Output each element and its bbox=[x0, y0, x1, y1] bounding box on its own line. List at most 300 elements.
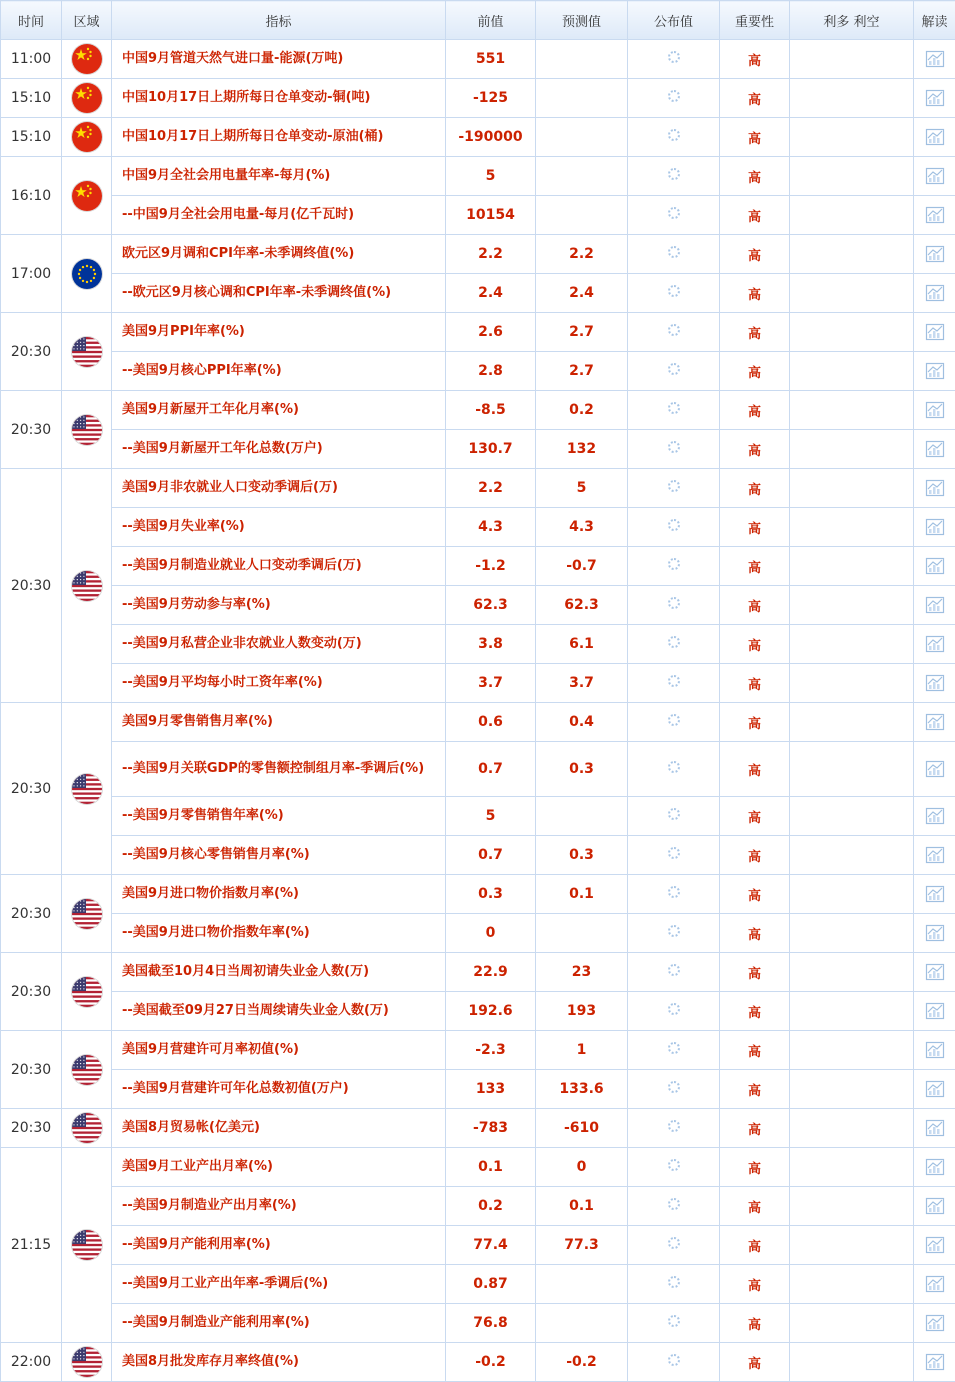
effect-cell bbox=[790, 1226, 914, 1265]
read-cell[interactable] bbox=[914, 196, 955, 235]
indicator-name[interactable]: --美国9月营建许可年化总数初值(万户) bbox=[112, 1070, 446, 1109]
forecast-value: -610 bbox=[536, 1109, 628, 1148]
event-time: 20:30 bbox=[1, 953, 62, 1031]
chart-analysis-icon[interactable] bbox=[925, 1082, 945, 1097]
importance-level: 高 bbox=[720, 508, 790, 547]
chart-analysis-icon[interactable] bbox=[925, 637, 945, 652]
read-cell[interactable] bbox=[914, 836, 955, 875]
table-row bbox=[1, 196, 955, 235]
chart-analysis-icon[interactable] bbox=[925, 1121, 945, 1136]
previous-value: -125 bbox=[446, 79, 536, 118]
forecast-value: 193 bbox=[536, 992, 628, 1031]
forecast-value: 133.6 bbox=[536, 1070, 628, 1109]
effect-cell bbox=[790, 1265, 914, 1304]
forecast-value: 4.3 bbox=[536, 508, 628, 547]
loading-spinner-icon bbox=[668, 761, 680, 773]
chart-analysis-icon[interactable] bbox=[925, 1355, 945, 1370]
table-row bbox=[1, 953, 955, 992]
table-row bbox=[1, 1343, 955, 1382]
header-importance: 重要性 bbox=[720, 1, 790, 40]
indicator-name[interactable]: 美国9月进口物价指数月率(%) bbox=[112, 875, 446, 914]
loading-spinner-icon bbox=[668, 1003, 680, 1015]
actual-value bbox=[628, 391, 720, 430]
effect-cell bbox=[790, 274, 914, 313]
actual-value bbox=[628, 313, 720, 352]
indicator-name[interactable]: --美国9月产能利用率(%) bbox=[112, 1226, 446, 1265]
effect-cell bbox=[790, 1031, 914, 1070]
event-time: 20:30 bbox=[1, 391, 62, 469]
chart-analysis-icon[interactable] bbox=[925, 965, 945, 980]
table-header bbox=[1, 1, 955, 40]
table-row bbox=[1, 157, 955, 196]
table-row bbox=[1, 274, 955, 313]
forecast-value: 6.1 bbox=[536, 625, 628, 664]
header-read: 解读 bbox=[914, 1, 955, 40]
loading-spinner-icon bbox=[668, 324, 680, 336]
table-row bbox=[1, 625, 955, 664]
effect-cell bbox=[790, 391, 914, 430]
effect-cell bbox=[790, 1187, 914, 1226]
actual-value bbox=[628, 508, 720, 547]
forecast-value: 0.1 bbox=[536, 1187, 628, 1226]
chart-analysis-icon[interactable] bbox=[925, 676, 945, 691]
actual-value bbox=[628, 430, 720, 469]
loading-spinner-icon bbox=[668, 1081, 680, 1093]
table-row bbox=[1, 547, 955, 586]
loading-spinner-icon bbox=[668, 1198, 680, 1210]
indicator-name[interactable]: 中国10月17日上期所每日仓单变动-铜(吨) bbox=[112, 79, 446, 118]
chart-analysis-icon[interactable] bbox=[925, 559, 945, 574]
forecast-value bbox=[536, 914, 628, 953]
actual-value bbox=[628, 235, 720, 274]
event-time: 20:30 bbox=[1, 469, 62, 703]
chart-analysis-icon[interactable] bbox=[925, 1004, 945, 1019]
read-cell[interactable] bbox=[914, 664, 955, 703]
actual-value bbox=[628, 914, 720, 953]
table-row bbox=[1, 430, 955, 469]
chart-analysis-icon[interactable] bbox=[925, 1043, 945, 1058]
indicator-name[interactable]: 美国截至10月4日当周初请失业金人数(万) bbox=[112, 953, 446, 992]
indicator-name[interactable]: 美国9月零售销售月率(%) bbox=[112, 703, 446, 742]
actual-value bbox=[628, 157, 720, 196]
read-cell[interactable] bbox=[914, 875, 955, 914]
read-cell[interactable] bbox=[914, 430, 955, 469]
importance-level: 高 bbox=[720, 797, 790, 836]
indicator-name[interactable]: 美国8月贸易帐(亿美元) bbox=[112, 1109, 446, 1148]
china-flag-icon bbox=[72, 181, 102, 211]
actual-value bbox=[628, 1265, 720, 1304]
table-row bbox=[1, 235, 955, 274]
forecast-value bbox=[536, 40, 628, 79]
importance-level: 高 bbox=[720, 547, 790, 586]
loading-spinner-icon bbox=[668, 363, 680, 375]
indicator-name[interactable]: --美国9月核心零售销售月率(%) bbox=[112, 836, 446, 875]
indicator-name[interactable]: 欧元区9月调和CPI年率-未季调终值(%) bbox=[112, 235, 446, 274]
read-cell[interactable] bbox=[914, 469, 955, 508]
chart-analysis-icon[interactable] bbox=[925, 598, 945, 613]
effect-cell bbox=[790, 742, 914, 797]
read-cell[interactable] bbox=[914, 1265, 955, 1304]
previous-value: 2.6 bbox=[446, 313, 536, 352]
table-row bbox=[1, 118, 955, 157]
indicator-name[interactable]: 美国9月非农就业人口变动季调后(万) bbox=[112, 469, 446, 508]
indicator-name[interactable]: 美国8月批发库存月率终值(%) bbox=[112, 1343, 446, 1382]
previous-value: 22.9 bbox=[446, 953, 536, 992]
header-actual: 公布值 bbox=[628, 1, 720, 40]
previous-value: -190000 bbox=[446, 118, 536, 157]
indicator-name[interactable]: --美国9月工业产出年率-季调后(%) bbox=[112, 1265, 446, 1304]
chart-analysis-icon[interactable] bbox=[925, 926, 945, 941]
loading-spinner-icon bbox=[668, 1315, 680, 1327]
eu-flag-icon bbox=[72, 259, 102, 289]
actual-value bbox=[628, 469, 720, 508]
loading-spinner-icon bbox=[668, 847, 680, 859]
previous-value: 0 bbox=[446, 914, 536, 953]
indicator-name[interactable]: --欧元区9月核心调和CPI年率-未季调终值(%) bbox=[112, 274, 446, 313]
region-cell bbox=[62, 703, 112, 875]
read-cell[interactable] bbox=[914, 391, 955, 430]
region-cell bbox=[62, 1343, 112, 1382]
effect-cell bbox=[790, 914, 914, 953]
effect-cell bbox=[790, 953, 914, 992]
chart-analysis-icon[interactable] bbox=[925, 442, 945, 457]
effect-cell bbox=[790, 79, 914, 118]
forecast-value bbox=[536, 196, 628, 235]
effect-cell bbox=[790, 703, 914, 742]
forecast-value: 0.4 bbox=[536, 703, 628, 742]
importance-level: 高 bbox=[720, 836, 790, 875]
previous-value: 2.8 bbox=[446, 352, 536, 391]
previous-value: -0.2 bbox=[446, 1343, 536, 1382]
effect-cell bbox=[790, 352, 914, 391]
chart-analysis-icon[interactable] bbox=[925, 520, 945, 535]
actual-value bbox=[628, 274, 720, 313]
indicator-name[interactable]: 中国10月17日上期所每日仓单变动-原油(桶) bbox=[112, 118, 446, 157]
indicator-name[interactable]: 美国9月营建许可月率初值(%) bbox=[112, 1031, 446, 1070]
importance-level: 高 bbox=[720, 1343, 790, 1382]
chart-analysis-icon[interactable] bbox=[925, 481, 945, 496]
previous-value: 62.3 bbox=[446, 586, 536, 625]
event-time: 11:00 bbox=[1, 40, 62, 79]
importance-level: 高 bbox=[720, 430, 790, 469]
read-cell[interactable] bbox=[914, 274, 955, 313]
chart-analysis-icon[interactable] bbox=[925, 52, 945, 67]
chart-analysis-icon[interactable] bbox=[925, 247, 945, 262]
read-cell[interactable] bbox=[914, 1070, 955, 1109]
importance-level: 高 bbox=[720, 274, 790, 313]
indicator-name[interactable]: 中国9月管道天然气进口量-能源(万吨) bbox=[112, 40, 446, 79]
table-row bbox=[1, 1265, 955, 1304]
header-forecast: 预测值 bbox=[536, 1, 628, 40]
loading-spinner-icon bbox=[668, 480, 680, 492]
loading-spinner-icon bbox=[668, 441, 680, 453]
event-time: 15:10 bbox=[1, 79, 62, 118]
effect-cell bbox=[790, 664, 914, 703]
chart-analysis-icon[interactable] bbox=[925, 364, 945, 379]
region-cell bbox=[62, 391, 112, 469]
loading-spinner-icon bbox=[668, 714, 680, 726]
read-cell[interactable] bbox=[914, 914, 955, 953]
previous-value: 0.6 bbox=[446, 703, 536, 742]
read-cell[interactable] bbox=[914, 586, 955, 625]
forecast-value bbox=[536, 1265, 628, 1304]
read-cell[interactable] bbox=[914, 352, 955, 391]
indicator-name[interactable]: --美国9月平均每小时工资年率(%) bbox=[112, 664, 446, 703]
importance-level: 高 bbox=[720, 1187, 790, 1226]
actual-value bbox=[628, 1070, 720, 1109]
loading-spinner-icon bbox=[668, 90, 680, 102]
actual-value bbox=[628, 196, 720, 235]
indicator-name[interactable]: --美国9月零售销售年率(%) bbox=[112, 797, 446, 836]
table-row bbox=[1, 469, 955, 508]
effect-cell bbox=[790, 118, 914, 157]
chart-analysis-icon[interactable] bbox=[925, 809, 945, 824]
chart-analysis-icon[interactable] bbox=[925, 130, 945, 145]
region-cell bbox=[62, 313, 112, 391]
table-row bbox=[1, 797, 955, 836]
loading-spinner-icon bbox=[668, 246, 680, 258]
indicator-name[interactable]: --美国9月失业率(%) bbox=[112, 508, 446, 547]
indicator-name[interactable]: 美国9月工业产出月率(%) bbox=[112, 1148, 446, 1187]
event-time: 20:30 bbox=[1, 875, 62, 953]
read-cell[interactable] bbox=[914, 1187, 955, 1226]
read-cell[interactable] bbox=[914, 1226, 955, 1265]
read-cell[interactable] bbox=[914, 508, 955, 547]
china-flag-icon bbox=[72, 122, 102, 152]
loading-spinner-icon bbox=[668, 1159, 680, 1171]
read-cell[interactable] bbox=[914, 1031, 955, 1070]
read-cell[interactable] bbox=[914, 797, 955, 836]
indicator-name[interactable]: --美国截至09月27日当周续请失业金人数(万) bbox=[112, 992, 446, 1031]
loading-spinner-icon bbox=[668, 675, 680, 687]
read-cell[interactable] bbox=[914, 157, 955, 196]
read-cell[interactable] bbox=[914, 547, 955, 586]
event-time: 17:00 bbox=[1, 235, 62, 313]
importance-level: 高 bbox=[720, 875, 790, 914]
read-cell[interactable] bbox=[914, 235, 955, 274]
previous-value: 0.2 bbox=[446, 1187, 536, 1226]
actual-value bbox=[628, 1031, 720, 1070]
effect-cell bbox=[790, 1343, 914, 1382]
indicator-name[interactable]: --美国9月核心PPI年率(%) bbox=[112, 352, 446, 391]
table-row bbox=[1, 313, 955, 352]
importance-level: 高 bbox=[720, 235, 790, 274]
actual-value bbox=[628, 625, 720, 664]
region-cell bbox=[62, 875, 112, 953]
event-time: 15:10 bbox=[1, 118, 62, 157]
indicator-name[interactable]: --美国9月制造业产出月率(%) bbox=[112, 1187, 446, 1226]
loading-spinner-icon bbox=[668, 1042, 680, 1054]
forecast-value: 23 bbox=[536, 953, 628, 992]
effect-cell bbox=[790, 508, 914, 547]
chart-analysis-icon[interactable] bbox=[925, 208, 945, 223]
read-cell[interactable] bbox=[914, 1304, 955, 1343]
read-cell[interactable] bbox=[914, 118, 955, 157]
importance-level: 高 bbox=[720, 1070, 790, 1109]
forecast-value: 0.1 bbox=[536, 875, 628, 914]
actual-value bbox=[628, 1109, 720, 1148]
indicator-name[interactable]: --美国9月私营企业非农就业人数变动(万) bbox=[112, 625, 446, 664]
read-cell[interactable] bbox=[914, 1109, 955, 1148]
forecast-value: 2.4 bbox=[536, 274, 628, 313]
indicator-name[interactable]: --美国9月关联GDP的零售额控制组月率-季调后(%) bbox=[112, 742, 446, 797]
previous-value: 3.7 bbox=[446, 664, 536, 703]
read-cell[interactable] bbox=[914, 742, 955, 797]
chart-analysis-icon[interactable] bbox=[925, 1160, 945, 1175]
region-cell bbox=[62, 118, 112, 157]
effect-cell bbox=[790, 836, 914, 875]
indicator-name[interactable]: --美国9月制造业就业人口变动季调后(万) bbox=[112, 547, 446, 586]
effect-cell bbox=[790, 875, 914, 914]
loading-spinner-icon bbox=[668, 285, 680, 297]
forecast-value: 0 bbox=[536, 1148, 628, 1187]
chart-analysis-icon[interactable] bbox=[925, 1316, 945, 1331]
importance-level: 高 bbox=[720, 914, 790, 953]
previous-value: 10154 bbox=[446, 196, 536, 235]
indicator-name[interactable]: --美国9月劳动参与率(%) bbox=[112, 586, 446, 625]
actual-value bbox=[628, 953, 720, 992]
read-cell[interactable] bbox=[914, 992, 955, 1031]
importance-level: 高 bbox=[720, 196, 790, 235]
chart-analysis-icon[interactable] bbox=[925, 762, 945, 777]
effect-cell bbox=[790, 625, 914, 664]
forecast-value: 1 bbox=[536, 1031, 628, 1070]
forecast-value bbox=[536, 79, 628, 118]
effect-cell bbox=[790, 992, 914, 1031]
effect-cell bbox=[790, 430, 914, 469]
chart-analysis-icon[interactable] bbox=[925, 1199, 945, 1214]
event-time: 21:15 bbox=[1, 1148, 62, 1343]
chart-analysis-icon[interactable] bbox=[925, 1277, 945, 1292]
read-cell[interactable] bbox=[914, 79, 955, 118]
forecast-value: 2.7 bbox=[536, 352, 628, 391]
table-row bbox=[1, 352, 955, 391]
actual-value bbox=[628, 1343, 720, 1382]
us-flag-icon bbox=[72, 1055, 102, 1085]
chart-analysis-icon[interactable] bbox=[925, 286, 945, 301]
loading-spinner-icon bbox=[668, 519, 680, 531]
header-time: 时间 bbox=[1, 1, 62, 40]
previous-value: 77.4 bbox=[446, 1226, 536, 1265]
event-time: 20:30 bbox=[1, 1031, 62, 1109]
read-cell[interactable] bbox=[914, 1148, 955, 1187]
loading-spinner-icon bbox=[668, 1120, 680, 1132]
effect-cell bbox=[790, 1304, 914, 1343]
previous-value: 130.7 bbox=[446, 430, 536, 469]
loading-spinner-icon bbox=[668, 168, 680, 180]
importance-level: 高 bbox=[720, 157, 790, 196]
indicator-name[interactable]: 美国9月新屋开工年化月率(%) bbox=[112, 391, 446, 430]
table-row bbox=[1, 586, 955, 625]
indicator-name[interactable]: --美国9月新屋开工年化总数(万户) bbox=[112, 430, 446, 469]
actual-value bbox=[628, 79, 720, 118]
forecast-value: 77.3 bbox=[536, 1226, 628, 1265]
read-cell[interactable] bbox=[914, 313, 955, 352]
chart-analysis-icon[interactable] bbox=[925, 403, 945, 418]
chart-analysis-icon[interactable] bbox=[925, 1238, 945, 1253]
forecast-value bbox=[536, 118, 628, 157]
indicator-name[interactable]: --美国9月进口物价指数年率(%) bbox=[112, 914, 446, 953]
region-cell bbox=[62, 1031, 112, 1109]
china-flag-icon bbox=[72, 83, 102, 113]
actual-value bbox=[628, 1187, 720, 1226]
event-time: 16:10 bbox=[1, 157, 62, 235]
read-cell[interactable] bbox=[914, 953, 955, 992]
read-cell[interactable] bbox=[914, 625, 955, 664]
indicator-name[interactable]: --美国9月制造业产能利用率(%) bbox=[112, 1304, 446, 1343]
indicator-name[interactable]: 美国9月PPI年率(%) bbox=[112, 313, 446, 352]
indicator-name[interactable]: 中国9月全社会用电量年率-每月(%) bbox=[112, 157, 446, 196]
previous-value: 551 bbox=[446, 40, 536, 79]
importance-level: 高 bbox=[720, 79, 790, 118]
forecast-value: 5 bbox=[536, 469, 628, 508]
actual-value bbox=[628, 118, 720, 157]
chart-analysis-icon[interactable] bbox=[925, 169, 945, 184]
region-cell bbox=[62, 1109, 112, 1148]
us-flag-icon bbox=[72, 571, 102, 601]
chart-analysis-icon[interactable] bbox=[925, 715, 945, 730]
forecast-value bbox=[536, 797, 628, 836]
previous-value: 0.3 bbox=[446, 875, 536, 914]
actual-value bbox=[628, 1148, 720, 1187]
region-cell bbox=[62, 469, 112, 703]
importance-level: 高 bbox=[720, 313, 790, 352]
forecast-value: 62.3 bbox=[536, 586, 628, 625]
table-body bbox=[1, 40, 955, 1382]
previous-value: 0.7 bbox=[446, 742, 536, 797]
loading-spinner-icon bbox=[668, 402, 680, 414]
importance-level: 高 bbox=[720, 1109, 790, 1148]
loading-spinner-icon bbox=[668, 558, 680, 570]
actual-value bbox=[628, 1226, 720, 1265]
chart-analysis-icon[interactable] bbox=[925, 848, 945, 863]
read-cell[interactable] bbox=[914, 40, 955, 79]
previous-value: 3.8 bbox=[446, 625, 536, 664]
forecast-value bbox=[536, 1304, 628, 1343]
chart-analysis-icon[interactable] bbox=[925, 887, 945, 902]
forecast-value: 2.2 bbox=[536, 235, 628, 274]
header-effect: 利多 利空 bbox=[790, 1, 914, 40]
importance-level: 高 bbox=[720, 1304, 790, 1343]
loading-spinner-icon bbox=[668, 51, 680, 63]
importance-level: 高 bbox=[720, 40, 790, 79]
loading-spinner-icon bbox=[668, 808, 680, 820]
previous-value: 4.3 bbox=[446, 508, 536, 547]
read-cell[interactable] bbox=[914, 1343, 955, 1382]
indicator-name[interactable]: --中国9月全社会用电量-每月(亿千瓦时) bbox=[112, 196, 446, 235]
read-cell[interactable] bbox=[914, 703, 955, 742]
importance-level: 高 bbox=[720, 664, 790, 703]
loading-spinner-icon bbox=[668, 1276, 680, 1288]
actual-value bbox=[628, 797, 720, 836]
event-time: 22:00 bbox=[1, 1343, 62, 1382]
table-row bbox=[1, 875, 955, 914]
event-time: 20:30 bbox=[1, 703, 62, 875]
chart-analysis-icon[interactable] bbox=[925, 91, 945, 106]
region-cell bbox=[62, 79, 112, 118]
importance-level: 高 bbox=[720, 625, 790, 664]
previous-value: 133 bbox=[446, 1070, 536, 1109]
importance-level: 高 bbox=[720, 1031, 790, 1070]
previous-value: 2.2 bbox=[446, 235, 536, 274]
importance-level: 高 bbox=[720, 118, 790, 157]
effect-cell bbox=[790, 313, 914, 352]
us-flag-icon bbox=[72, 899, 102, 929]
effect-cell bbox=[790, 1148, 914, 1187]
actual-value bbox=[628, 836, 720, 875]
effect-cell bbox=[790, 586, 914, 625]
chart-analysis-icon[interactable] bbox=[925, 325, 945, 340]
